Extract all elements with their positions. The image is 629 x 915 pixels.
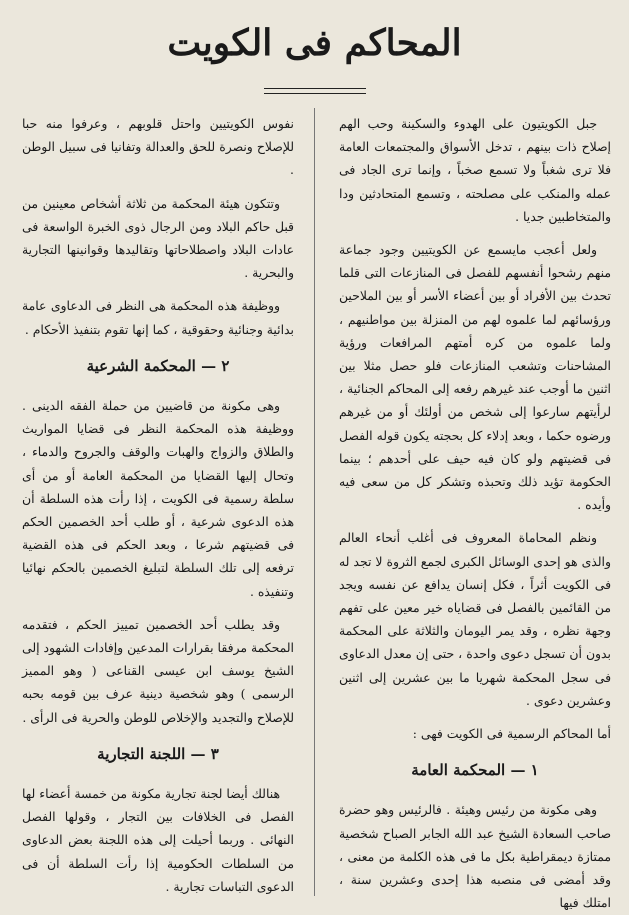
section-number: ٢ — (201, 356, 230, 375)
paragraph: ووظيفة هذه المحكمة هى النظر فى الدعاوى عامة بدائية وجنائية وحقوقية ، كما إنها تقوم بتنفيذ الأحكام . (22, 298, 294, 337)
section-title: المحكمة العامة (411, 761, 506, 780)
section-heading-general-court (339, 759, 611, 782)
section-heading-sharia-court (22, 355, 294, 378)
article-title: المحاكم فى الكويت (167, 22, 462, 64)
paragraph: هنالك أيضا لجنة تجارية مكونة من خمسة أعضاء لها الفصل فى الخلافات بين التجار ، وقولها الفصل النهائى . وربما أحيلت إلى هذه اللجنة بعض الدعاوى من السلطات الحكومية إذا رأت السلطة أن فى الدعوى التباسات تجارية . (22, 786, 294, 894)
paragraph: جبل الكويتيون على الهدوء والسكينة وحب الهم إصلاح ذات بينهم ، تدخل الأسواق والمجتمعات العامة فلا ترى شغباً ولا تسمع صخباً ، وإنما ترى الجاد فى عمله والمنكب على مصلحته ، وتسمع المتحادثين ودا والمتخاطبين جديا . (339, 116, 611, 224)
paragraph: نفوس الكويتيين واحتل قلوبهم ، وعرفوا منه حبا للإصلاح ونصرة للحق والعدالة وتفانيا فى سبيل الوطن . (22, 116, 294, 178)
paragraph: ولعل أعجب مايسمع عن الكويتيين وجود جماعة منهم رشحوا أنفسهم للفصل فى المنازعات التى قلما تحدث بين الأفراد أو بين أعضاء الأسر أو بين الملاحين ورؤسائهم لما علموه لهم من المنزلة بين مواطنيهم ، ولما علموه من كره أمتهم المرافعات ورؤية المشاحنات وتشعب المنازعات فلو حصل مثلا بين اثنين ما أوجب عند غيرهم رفعه إلى المحاكم الجنائية ، لرأيتهم سارعوا إلى شخص من أولئك أو من غيرهم ورضوه حكما ، وبعد إدلاء كل بحجته يكون قوله الفصل فى قضيتهم ولو كان فيه حيف على أحدهم ؛ بينما الحكومة تؤيد ذلك وتحبذه وتشكر كل من سعى فيه وأيده . (339, 242, 611, 513)
paragraph: وتتكون هيئة المحكمة من ثلاثة أشخاص معينين من قبل حاكم البلاد ومن الرجال ذوى الخبرة الواسعة فى عادات البلاد واصطلاحاتها وتقاليدها وقوانينها التجارية والبحرية . (22, 195, 294, 281)
paragraph: أما المحاكم الرسمية فى الكويت فهى : (412, 726, 611, 742)
section-number: ١ — (510, 761, 539, 780)
title-underline-top (264, 88, 366, 89)
section-number: ٣ — (190, 744, 219, 763)
paragraph: وقد يطلب أحد الخصمين تمييز الحكم ، فتقدمه المحكمة مرفقا بقرارات المدعين وإفادات الشهود إلى الشيخ يوسف ابن عيسى القناعى ( وهو المميز الرسمى ) وهو شخصية دينية عرف بين قومه بحبه للإصلاح والتجديد والإخلاص للوطن والحرية فى الرأى . (22, 616, 294, 725)
paragraph: وهى مكونة من رئيس وهيئة . فالرئيس وهو حضرة صاحب السعادة الشيخ عبد الله الجابر الصباح شخصية ممتازة ديمقراطية بكل ما فى هذه الكلمة من معنى ، وقد أمضى فى منصبه هذا إحدى وعشرين سنة ، امتلك فيها (339, 802, 611, 911)
paragraph: ونظم المحاماة المعروف فى أغلب أنحاء العالم والذى هو إحدى الوسائل الكبرى لجمع الثروة لا تجد له فى الكويت أثراً ، فكل إنسان يدافع عن نفسه ويجد من القائمين بالفصل فى قضاياه خير معين على تفهم وجهة نظره ، وقد يمر اليومان والثلاثة على المحكمة بدون أن تسجل دعوى واحدة ، حتى إن معدل الدعاوى فى سجل المحكمة شهريا ما بين عشرين إلى اثنين وعشرين دعوى . (339, 530, 611, 708)
section-title: اللجنة التجارية (97, 744, 186, 763)
left-column (22, 112, 294, 897)
right-column (339, 112, 611, 911)
section-heading-commercial-committee (22, 743, 294, 766)
title-underline-bottom (264, 93, 366, 94)
paragraph: وهى مكونة من قاضيين من حملة الفقه الدينى . ووظيفة هذه المحكمة النظر فى قضايا المواريث والطلاق والزواج والهبات والوقف والجروح والدماء ، وتحال إليها القضايا من المحكمة العامة أو من أى سلطة رسمية فى الكويت ، إذا رأت هذه السلطة أن هذه الدعوى شرعية ، أو طلب أحد الخصمين الحكم فى قضيتهم شرعا ، وبعد الحكم فى هذه القضية ترفعه إلى تلك السلطة لتبليغ الخصمين بالحكم نهائيا وتنفيذه . (22, 398, 294, 599)
section-title: المحكمة الشرعية (86, 356, 196, 375)
column-divider (314, 108, 315, 896)
